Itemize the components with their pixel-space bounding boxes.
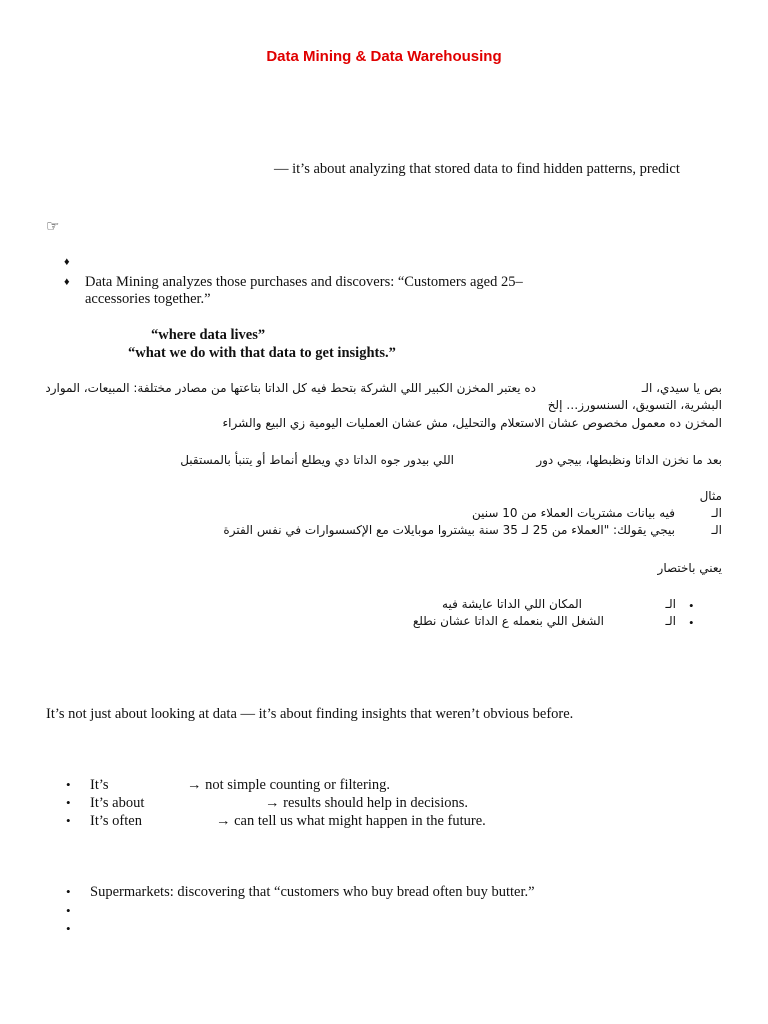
bullet-dot-icon: • (66, 813, 71, 828)
arabic-line: اللي بيدور جوه الداتا دي ويطلع أنماط أو يتنبأ بالمستقبل (180, 453, 454, 467)
arabic-line: بعد ما نخزن الداتا ونظبطها، بيجي دور (536, 453, 722, 467)
arabic-line: بص يا سيدي، الـ (641, 381, 722, 395)
pointer-icon: ☞ (46, 219, 60, 235)
bullet-dot-icon: • (66, 884, 71, 899)
arabic-line: المكان اللي الداتا عايشة فيه (442, 597, 582, 611)
insight-sentence: It’s not just about looking at data — it’s about finding insights that weren’t obvious before. (46, 706, 574, 722)
arabic-prefix: الـ (711, 523, 722, 537)
arabic-label: مثال (699, 489, 722, 503)
trait-label: It’s (90, 777, 109, 793)
trait-desc: → not simple counting or filtering. (187, 777, 390, 793)
bullet-dot-icon: • (689, 598, 694, 613)
arabic-prefix: الـ (665, 614, 676, 628)
application-item: Supermarkets: discovering that “customers who buy bread often buy butter.” (90, 884, 535, 900)
trait-desc: → can tell us what might happen in the future. (216, 813, 486, 829)
arabic-line: الشغل اللي بنعمله ع الداتا عشان نطلع (412, 614, 604, 628)
bullet-dot-icon: • (66, 903, 71, 918)
bullet-dot-icon: • (66, 795, 71, 810)
arabic-line: المخزن ده معمول مخصوص عشان الاستعلام والتحليل، مش عشان العمليات اليومية زي البيع والشراء (222, 416, 722, 430)
arabic-line: البشرية، التسويق، السنسورز… إلخ (547, 398, 722, 412)
arabic-line: ده يعتبر المخزن الكبير اللي الشركة بتحط فيه كل الداتا بتاعتها من مصادر مختلفة: المبيعات، الموارد (45, 381, 536, 395)
trait-desc: → results should help in decisions. (265, 795, 468, 811)
quote-line: “what we do with that data to get insights.” (128, 345, 396, 361)
trait-label: It’s about (90, 795, 145, 811)
trait-label: It’s often (90, 813, 142, 829)
diamond-bullet-icon: ♦ (64, 256, 70, 268)
arabic-line: فيه بيانات مشتريات العملاء من 10 سنين (471, 506, 675, 520)
bullet-dot-icon: • (66, 777, 71, 792)
bullet-dot-icon: • (689, 615, 694, 630)
bullet-dot-icon: • (66, 921, 71, 936)
list-item-continuation: accessories together.” (85, 291, 211, 307)
arabic-prefix: الـ (665, 597, 676, 611)
list-item: Data Mining analyzes those purchases and discovers: “Customers aged 25– (85, 274, 523, 290)
arabic-line: بيجي يقولك: "العملاء من 25 لـ 35 سنة بيشتروا موبايلات مع الإكسسوارات في نفس الفترة (223, 523, 675, 537)
arabic-label: يعني باختصار (657, 561, 722, 575)
page-title: Data Mining & Data Warehousing (266, 48, 502, 65)
diamond-bullet-icon: ♦ (64, 276, 70, 288)
arabic-prefix: الـ (711, 506, 722, 520)
quote-line: “where data lives” (151, 327, 266, 343)
intro-line: — it’s about analyzing that stored data to find hidden patterns, predict (274, 161, 680, 177)
